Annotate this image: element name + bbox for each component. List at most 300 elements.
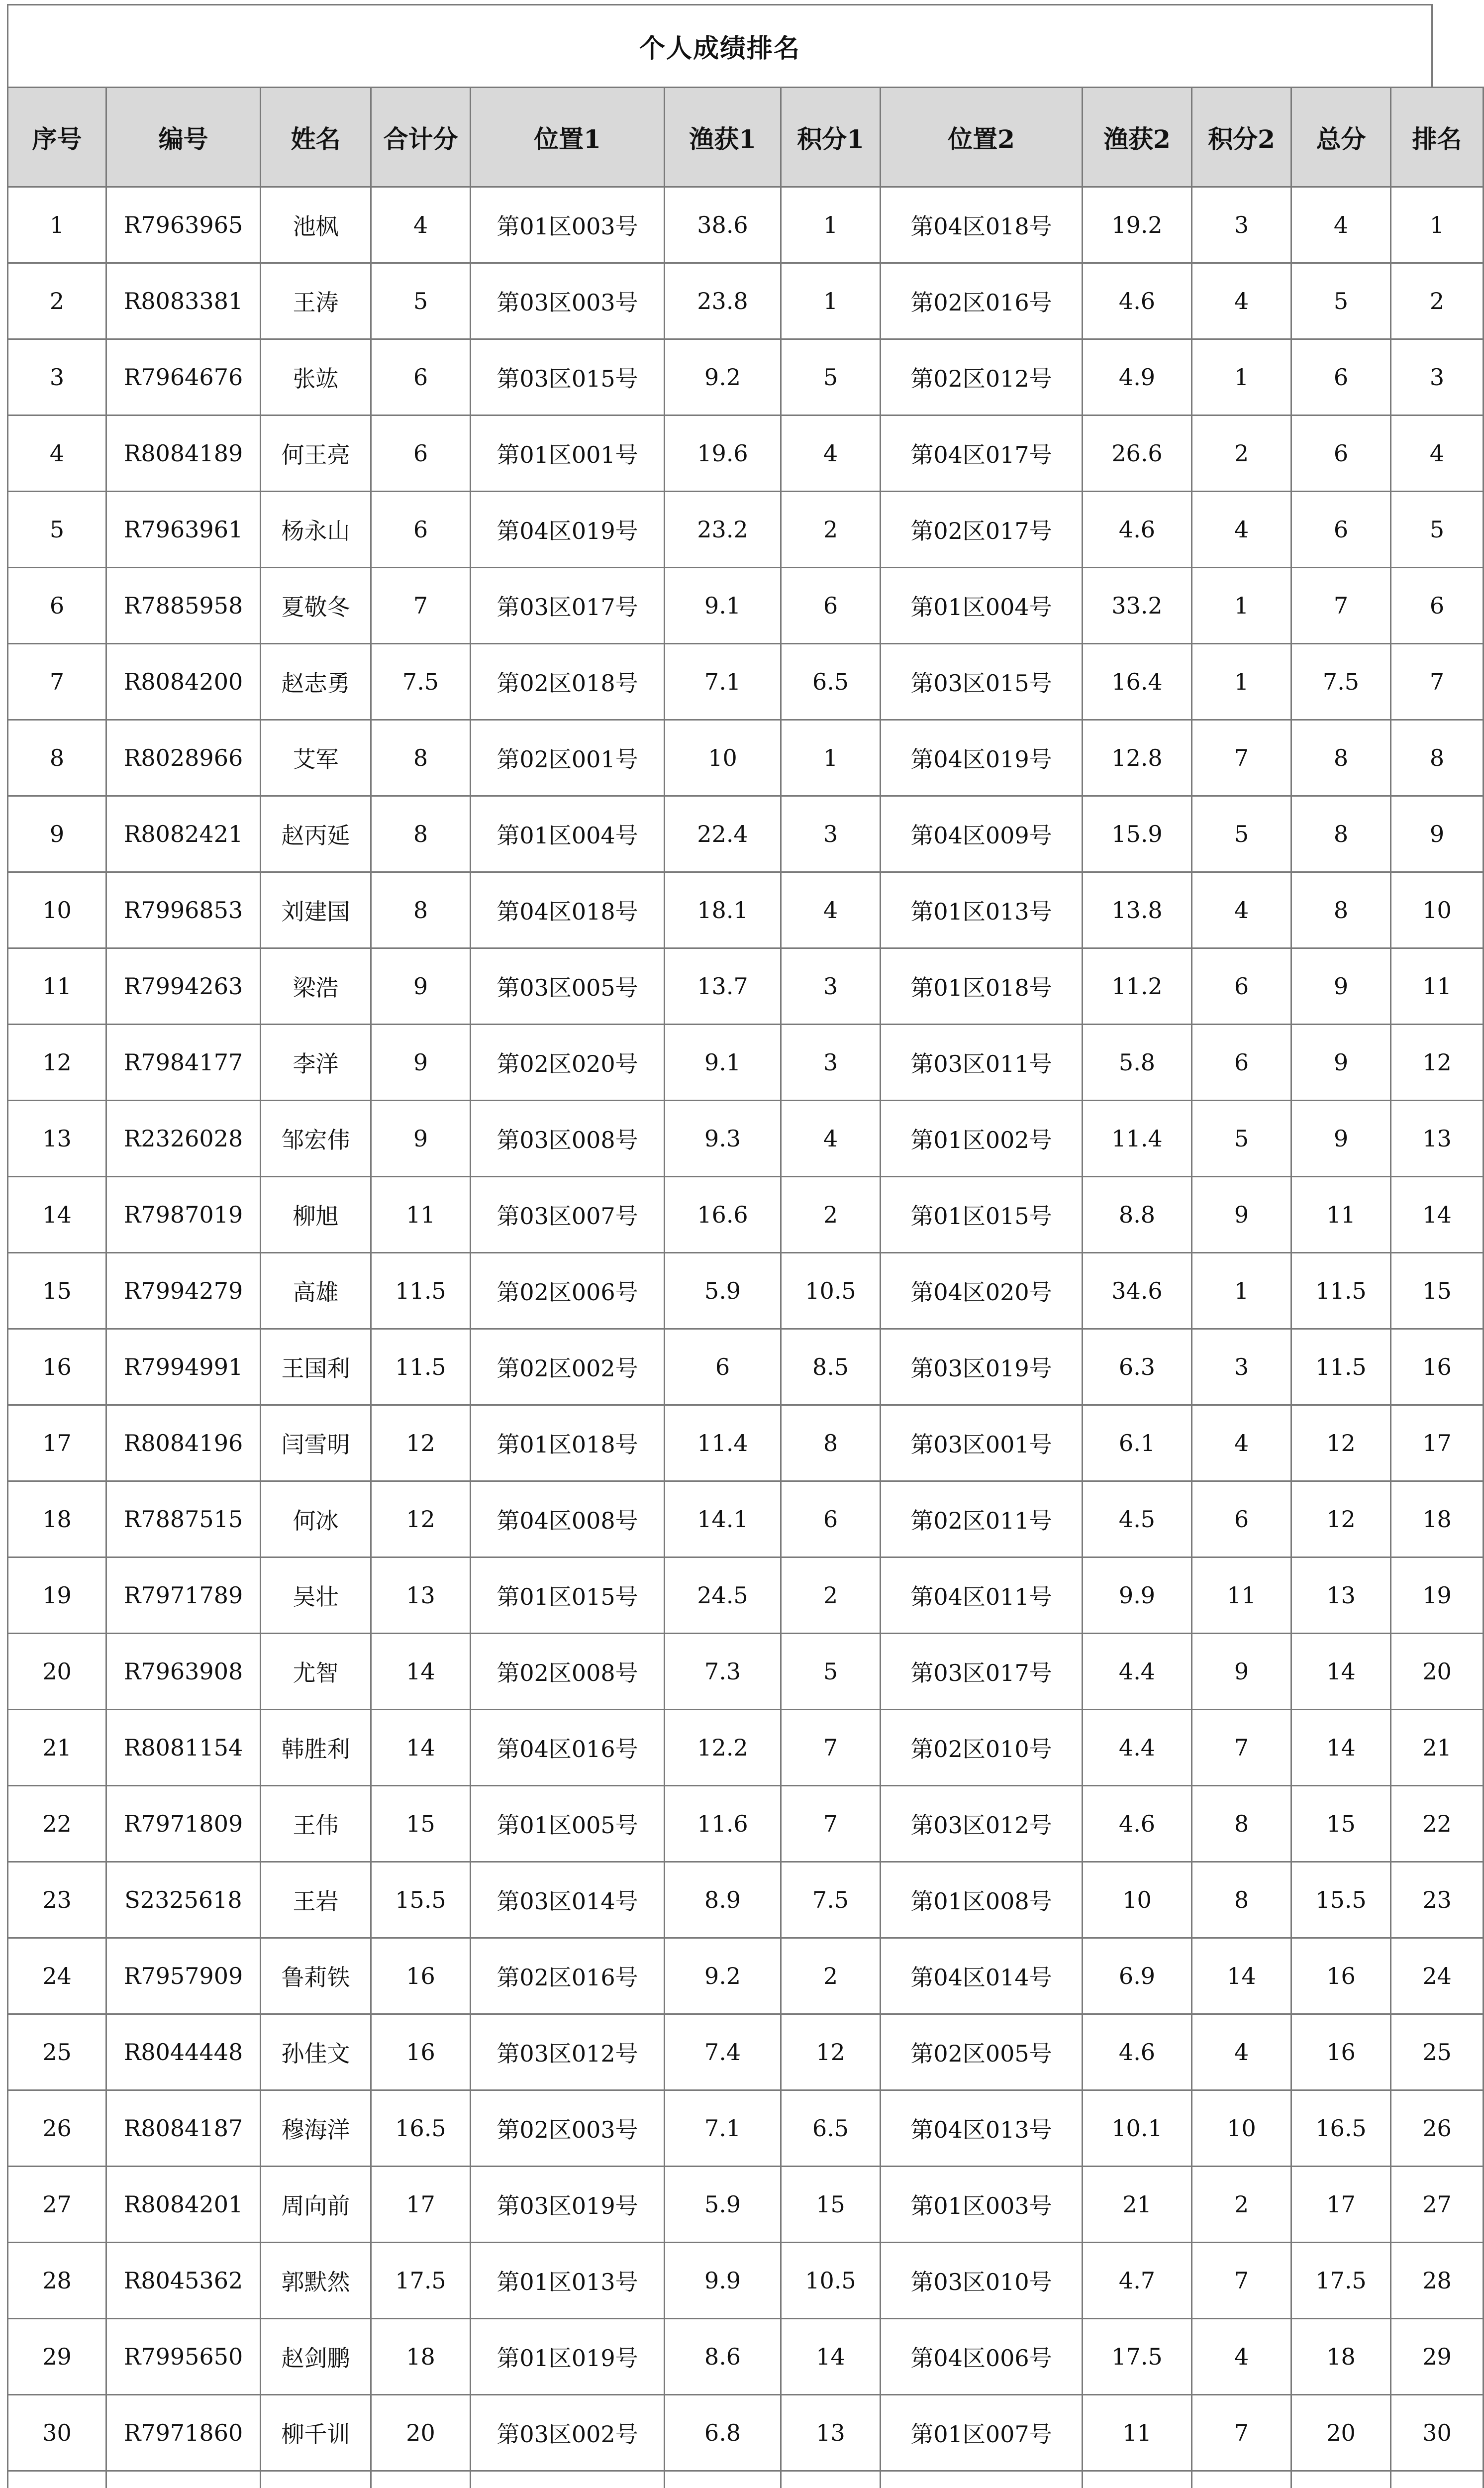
cell-subtotal: 8 [371,796,471,872]
table-row [8,2243,1484,2319]
table-row [8,1481,1484,1557]
cell-points1: 8.5 [781,1329,881,1405]
ranking-sheet [7,4,1462,2488]
cell-position1: 第03区019号 [471,2167,665,2243]
cell-position2: 第01区015号 [881,1177,1083,1253]
cell-position2: 第04区014号 [881,1938,1083,2014]
cell-catch2: 15.9 [1083,796,1192,872]
cell-id: R7971860 [106,2395,261,2471]
cell-subtotal: 8 [371,872,471,948]
cell-position1: 第02区008号 [471,1634,665,1710]
cell-catch1: 16.6 [665,1177,781,1253]
cell-position1: 第03区008号 [471,1101,665,1177]
cell-rank: 7 [1391,644,1484,720]
cell-subtotal: 6 [371,415,471,492]
cell-points2: 4 [1192,2319,1291,2395]
cell-id: R7963961 [106,492,261,568]
cell-points1: 14 [781,2319,881,2395]
cell-seq: 6 [8,568,106,644]
cell-total: 12 [1291,1481,1391,1557]
cell-total: 8 [1291,872,1391,948]
cell-position2: 第04区011号 [881,1557,1083,1634]
cell-seq: 19 [8,1557,106,1634]
cell-points2: 10 [1192,2090,1291,2167]
cell-subtotal: 7.5 [371,644,471,720]
cell-position2: 第02区017号 [881,492,1083,568]
cell-total: 9 [1291,1101,1391,1177]
cell-subtotal: 13 [371,1557,471,1634]
cell-catch1: 19.6 [665,415,781,492]
cell-points2: 6 [1192,948,1291,1025]
cell-seq: 2 [8,263,106,339]
cell-rank: 14 [1391,1177,1484,1253]
cell-seq: 17 [8,1405,106,1481]
cell-id: S2325618 [106,1862,261,1938]
cell-seq: 4 [8,415,106,492]
cell-points1: 10.5 [781,2243,881,2319]
cell-position2: 第02区011号 [881,1481,1083,1557]
cell-subtotal: 9 [371,948,471,1025]
cell-total: 14 [1291,1710,1391,1786]
table-row [8,872,1484,948]
cell-seq: 20 [8,1634,106,1710]
cell-position2: 第04区009号 [881,796,1083,872]
cell-catch1 [665,2471,781,2488]
cell-points2: 1 [1192,339,1291,415]
cell-points1: 7.5 [781,1862,881,1938]
column-header-subtotal: 合计分 [371,88,471,187]
cell-subtotal: 14 [371,1634,471,1710]
cell-seq: 15 [8,1253,106,1329]
cell-catch1: 11.6 [665,1786,781,1862]
cell-total: 11 [1291,1177,1391,1253]
cell-subtotal: 9 [371,1025,471,1101]
cell-position1: 第04区016号 [471,1710,665,1786]
cell-id: R7984177 [106,1025,261,1101]
cell-subtotal: 9 [371,1101,471,1177]
table-header-row [8,88,1484,187]
table-row [8,644,1484,720]
cell-total: 16 [1291,2014,1391,2090]
cell-subtotal: 17.5 [371,2243,471,2319]
cell-subtotal: 15.5 [371,1862,471,1938]
cell-rank: 16 [1391,1329,1484,1405]
cell-catch2: 8.8 [1083,1177,1192,1253]
table-row [8,1253,1484,1329]
cell-catch1: 9.2 [665,1938,781,2014]
cell-id [106,2471,261,2488]
cell-id: R7963908 [106,1634,261,1710]
column-header-seq: 序号 [8,88,106,187]
cell-seq [8,2471,106,2488]
cell-subtotal: 12 [371,1405,471,1481]
cell-position1: 第02区003号 [471,2090,665,2167]
cell-seq: 9 [8,796,106,872]
cell-position2: 第02区016号 [881,263,1083,339]
cell-position2: 第04区018号 [881,187,1083,263]
cell-position2: 第02区012号 [881,339,1083,415]
cell-name: 鲁莉铁 [261,1938,371,2014]
cell-name: 王国利 [261,1329,371,1405]
cell-catch2: 9.9 [1083,1557,1192,1634]
cell-total: 8 [1291,796,1391,872]
table-row [8,1634,1484,1710]
cell-catch2: 10.1 [1083,2090,1192,2167]
cell-points2: 1 [1192,644,1291,720]
cell-position1: 第01区003号 [471,187,665,263]
cell-points1: 3 [781,1025,881,1101]
cell-seq: 14 [8,1177,106,1253]
cell-subtotal: 20 [371,2395,471,2471]
cell-catch2: 5.8 [1083,1025,1192,1101]
cell-rank: 22 [1391,1786,1484,1862]
table-row [8,1938,1484,2014]
cell-id: R7987019 [106,1177,261,1253]
cell-points1: 2 [781,1938,881,2014]
cell-seq: 12 [8,1025,106,1101]
cell-catch1: 11.4 [665,1405,781,1481]
cell-position1: 第01区019号 [471,2319,665,2395]
cell-catch1: 7.3 [665,1634,781,1710]
cell-position2: 第02区005号 [881,2014,1083,2090]
cell-position1: 第03区002号 [471,2395,665,2471]
table-row [8,263,1484,339]
cell-points1: 3 [781,948,881,1025]
cell-catch2: 6.9 [1083,1938,1192,2014]
cell-catch1: 13.7 [665,948,781,1025]
cell-position1: 第02区016号 [471,1938,665,2014]
cell-id: R7995650 [106,2319,261,2395]
cell-catch1: 9.1 [665,568,781,644]
cell-id: R7885958 [106,568,261,644]
cell-subtotal: 11.5 [371,1329,471,1405]
cell-name: 李洋 [261,1025,371,1101]
cell-catch2: 4.4 [1083,1634,1192,1710]
cell-subtotal: 7 [371,568,471,644]
cell-position2: 第01区003号 [881,2167,1083,2243]
cell-catch2: 11 [1083,2395,1192,2471]
cell-rank: 19 [1391,1557,1484,1634]
cell-seq: 1 [8,187,106,263]
cell-total: 9 [1291,1025,1391,1101]
column-header-total: 总分 [1291,88,1391,187]
cell-name: 韩胜利 [261,1710,371,1786]
cell-name: 赵志勇 [261,644,371,720]
cell-rank: 18 [1391,1481,1484,1557]
cell-catch1: 6.8 [665,2395,781,2471]
cell-points1: 2 [781,1557,881,1634]
cell-position1: 第03区014号 [471,1862,665,1938]
cell-seq: 11 [8,948,106,1025]
cell-id: R7957909 [106,1938,261,2014]
cell-points2: 14 [1192,1938,1291,2014]
cell-catch2: 19.2 [1083,187,1192,263]
cell-name: 何王亮 [261,415,371,492]
table-row [8,1786,1484,1862]
cell-total: 20 [1291,2395,1391,2471]
cell-points2: 2 [1192,2167,1291,2243]
cell-name: 邹宏伟 [261,1101,371,1177]
cell-id: R7994263 [106,948,261,1025]
cell-position2: 第03区010号 [881,2243,1083,2319]
page-title: 个人成绩排名 [639,33,800,64]
cell-points1: 8 [781,1405,881,1481]
cell-position1: 第02区018号 [471,644,665,720]
cell-name: 吴壮 [261,1557,371,1634]
table-row [8,2167,1484,2243]
cell-total: 7 [1291,568,1391,644]
cell-position1 [471,2471,665,2488]
cell-position2: 第04区020号 [881,1253,1083,1329]
column-header-points2: 积分2 [1192,88,1291,187]
cell-points1: 1 [781,187,881,263]
table-row [8,720,1484,796]
cell-subtotal: 14 [371,1710,471,1786]
cell-name: 王伟 [261,1786,371,1862]
cell-catch2: 11.2 [1083,948,1192,1025]
cell-name: 王涛 [261,263,371,339]
cell-points2: 8 [1192,1786,1291,1862]
table-row [8,2319,1484,2395]
cell-name: 池枫 [261,187,371,263]
cell-position2: 第03区017号 [881,1634,1083,1710]
cell-rank: 17 [1391,1405,1484,1481]
cell-position1: 第02区002号 [471,1329,665,1405]
cell-total: 15 [1291,1786,1391,1862]
cell-catch2: 4.6 [1083,492,1192,568]
cell-position1: 第01区015号 [471,1557,665,1634]
cell-points1: 6.5 [781,2090,881,2167]
cell-points1: 7 [781,1786,881,1862]
cell-rank: 20 [1391,1634,1484,1710]
cell-points1: 6 [781,1481,881,1557]
title-bar [7,4,1433,87]
cell-catch2: 4.9 [1083,339,1192,415]
cell-id: R7994991 [106,1329,261,1405]
cell-points1 [781,2471,881,2488]
column-header-points1: 积分1 [781,88,881,187]
cell-points1: 6 [781,568,881,644]
cell-catch1: 14.1 [665,1481,781,1557]
cell-id: R7996853 [106,872,261,948]
cell-total: 17.5 [1291,2243,1391,2319]
cell-points2: 4 [1192,492,1291,568]
cell-seq: 10 [8,872,106,948]
cell-id: R7964676 [106,339,261,415]
cell-rank: 27 [1391,2167,1484,2243]
cell-total: 13 [1291,1557,1391,1634]
cell-catch2: 10 [1083,1862,1192,1938]
cell-id: R8084200 [106,644,261,720]
column-header-name: 姓名 [261,88,371,187]
cell-total: 9 [1291,948,1391,1025]
cell-subtotal: 6 [371,492,471,568]
cell-rank: 12 [1391,1025,1484,1101]
cell-points1: 2 [781,1177,881,1253]
cell-id: R8084189 [106,415,261,492]
cell-total: 12 [1291,1405,1391,1481]
cell-catch1: 6 [665,1329,781,1405]
cell-points1: 1 [781,263,881,339]
cell-points2: 4 [1192,263,1291,339]
cell-total: 6 [1291,492,1391,568]
cell-points2: 1 [1192,1253,1291,1329]
cell-position1: 第01区005号 [471,1786,665,1862]
cell-subtotal: 16 [371,2014,471,2090]
cell-seq: 23 [8,1862,106,1938]
cell-position2 [881,2471,1083,2488]
cell-points2: 3 [1192,187,1291,263]
cell-rank: 4 [1391,415,1484,492]
cell-total: 18 [1291,2319,1391,2395]
table-row [8,2090,1484,2167]
cell-subtotal: 16 [371,1938,471,2014]
cell-position2: 第01区013号 [881,872,1083,948]
cell-name [261,2471,371,2488]
cell-points2: 2 [1192,415,1291,492]
table-row [8,2471,1484,2488]
cell-rank: 26 [1391,2090,1484,2167]
cell-total: 15.5 [1291,1862,1391,1938]
cell-rank: 30 [1391,2395,1484,2471]
cell-position2: 第03区015号 [881,644,1083,720]
table-row [8,2395,1484,2471]
cell-seq: 22 [8,1786,106,1862]
cell-id: R8044448 [106,2014,261,2090]
cell-id: R8028966 [106,720,261,796]
cell-catch2 [1083,2471,1192,2488]
cell-rank: 10 [1391,872,1484,948]
cell-subtotal: 16.5 [371,2090,471,2167]
cell-seq: 3 [8,339,106,415]
cell-position1: 第01区013号 [471,2243,665,2319]
cell-subtotal [371,2471,471,2488]
column-header-catch1: 渔获1 [665,88,781,187]
cell-position2: 第01区008号 [881,1862,1083,1938]
cell-subtotal: 4 [371,187,471,263]
cell-subtotal: 18 [371,2319,471,2395]
cell-name: 穆海洋 [261,2090,371,2167]
cell-seq: 26 [8,2090,106,2167]
cell-position2: 第04区006号 [881,2319,1083,2395]
cell-id: R8084196 [106,1405,261,1481]
cell-position1: 第04区019号 [471,492,665,568]
cell-catch1: 10 [665,720,781,796]
cell-catch1: 9.9 [665,2243,781,2319]
cell-position2: 第04区019号 [881,720,1083,796]
cell-points2: 5 [1192,1101,1291,1177]
cell-position2: 第03区011号 [881,1025,1083,1101]
cell-id: R8083381 [106,263,261,339]
cell-position1: 第01区001号 [471,415,665,492]
cell-subtotal: 11.5 [371,1253,471,1329]
table-row [8,1329,1484,1405]
cell-name: 尤智 [261,1634,371,1710]
cell-seq: 28 [8,2243,106,2319]
cell-total: 7.5 [1291,644,1391,720]
cell-points2: 7 [1192,2243,1291,2319]
cell-catch1: 7.1 [665,2090,781,2167]
cell-points2: 5 [1192,796,1291,872]
table-row [8,1710,1484,1786]
cell-total: 6 [1291,415,1391,492]
cell-catch2: 33.2 [1083,568,1192,644]
cell-rank: 13 [1391,1101,1484,1177]
cell-name: 闫雪明 [261,1405,371,1481]
cell-name: 孙佳文 [261,2014,371,2090]
table-body [8,187,1484,2488]
cell-catch2: 11.4 [1083,1101,1192,1177]
cell-subtotal: 15 [371,1786,471,1862]
cell-id: R8045362 [106,2243,261,2319]
column-header-position1: 位置1 [471,88,665,187]
cell-subtotal: 17 [371,2167,471,2243]
cell-points2: 9 [1192,1177,1291,1253]
cell-catch1: 5.9 [665,1253,781,1329]
cell-catch1: 9.3 [665,1101,781,1177]
cell-id: R7994279 [106,1253,261,1329]
table-row [8,1405,1484,1481]
cell-position1: 第04区018号 [471,872,665,948]
cell-rank: 9 [1391,796,1484,872]
cell-id: R7971789 [106,1557,261,1634]
cell-name: 杨永山 [261,492,371,568]
cell-seq: 29 [8,2319,106,2395]
cell-seq: 24 [8,1938,106,2014]
cell-catch2: 4.6 [1083,263,1192,339]
cell-points1: 5 [781,1634,881,1710]
table-row [8,187,1484,263]
table-row [8,1101,1484,1177]
cell-points2: 9 [1192,1634,1291,1710]
cell-name: 刘建国 [261,872,371,948]
cell-position1: 第04区008号 [471,1481,665,1557]
cell-subtotal: 6 [371,339,471,415]
cell-name: 柳千训 [261,2395,371,2471]
cell-points1: 2 [781,492,881,568]
cell-catch1: 38.6 [665,187,781,263]
cell-seq: 27 [8,2167,106,2243]
cell-catch1: 9.2 [665,339,781,415]
cell-points2: 7 [1192,2395,1291,2471]
cell-position2: 第01区007号 [881,2395,1083,2471]
cell-id: R7887515 [106,1481,261,1557]
cell-catch1: 23.8 [665,263,781,339]
table-row [8,2014,1484,2090]
cell-points2: 6 [1192,1025,1291,1101]
cell-points1: 5 [781,339,881,415]
cell-catch2: 17.5 [1083,2319,1192,2395]
cell-total: 17 [1291,2167,1391,2243]
cell-catch1: 23.2 [665,492,781,568]
table-row [8,796,1484,872]
cell-id: R8084201 [106,2167,261,2243]
cell-points2 [1192,2471,1291,2488]
cell-position1: 第02区020号 [471,1025,665,1101]
cell-points1: 4 [781,415,881,492]
cell-rank: 3 [1391,339,1484,415]
cell-position2: 第04区013号 [881,2090,1083,2167]
cell-catch2: 6.1 [1083,1405,1192,1481]
cell-catch2: 6.3 [1083,1329,1192,1405]
table-row [8,339,1484,415]
cell-points1: 10.5 [781,1253,881,1329]
cell-rank: 28 [1391,2243,1484,2319]
cell-catch1: 8.6 [665,2319,781,2395]
cell-total [1291,2471,1391,2488]
cell-total: 8 [1291,720,1391,796]
table-row [8,1177,1484,1253]
